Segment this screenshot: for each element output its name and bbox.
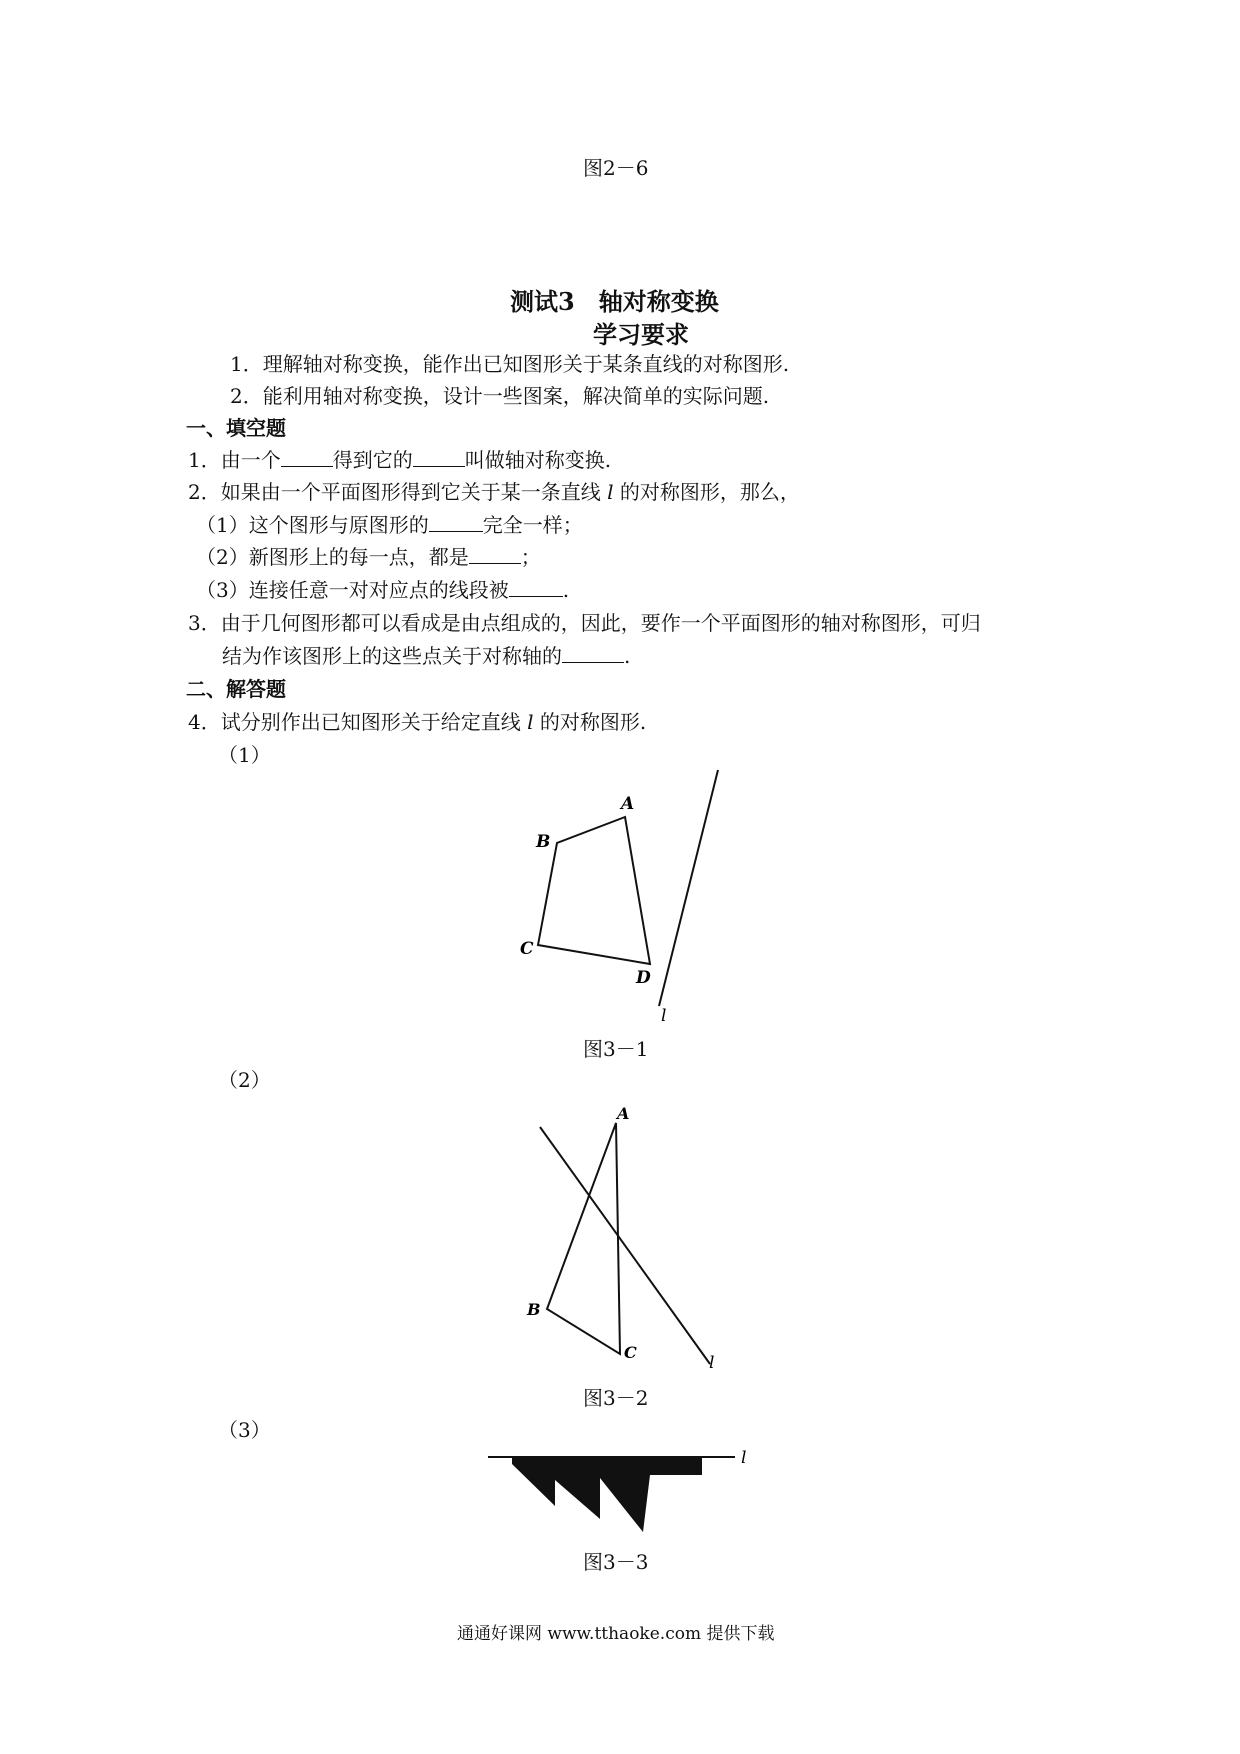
question-3-line-2: 结为作该图形上的这些点关于对称轴的 .: [222, 644, 631, 668]
question-4: 4．试分别作出已知图形关于给定直线 l 的对称图形.: [188, 710, 647, 734]
question-3-line-1: 3．由于几何图形都可以看成是由点组成的，因此，要作一个平面图形的轴对称图形，可归: [188, 611, 981, 635]
question-2-sub-3: （3）连接任意一对对应点的线段被 .: [196, 578, 570, 602]
figure-caption-3-2: 图3－2: [583, 1386, 649, 1410]
page-subtitle: 学习要求: [593, 320, 689, 349]
vertex-label-a: A: [617, 1104, 630, 1123]
prev-figure-caption: 图2－6: [583, 156, 649, 180]
question-2-sub-1: （1）这个图形与原图形的 完全一样；: [196, 513, 583, 537]
vertex-label-d: D: [636, 968, 651, 988]
question-1: 1．由一个 得到它的 叫做轴对称变换.: [188, 448, 612, 472]
part-label-1: （1）: [218, 743, 271, 767]
part-label-2: （2）: [218, 1068, 271, 1092]
vertex-label-b: B: [527, 1300, 541, 1319]
sawtooth-shape: [512, 1457, 702, 1532]
line-label-l: l: [661, 1006, 667, 1026]
line-label-l: l: [709, 1353, 715, 1373]
vertex-label-a: A: [621, 794, 635, 814]
page-title: 测试3 轴对称变换: [510, 287, 719, 316]
question-2-sub-2: （2）新图形上的每一点，都是 ；: [196, 545, 541, 569]
requirement-item: 1．理解轴对称变换，能作出已知图形关于某条直线的对称图形.: [230, 352, 790, 376]
footer-source: 通通好课网 www.tthaoke.com 提供下载: [457, 1624, 775, 1644]
section-heading-fill-blank: 一、填空题: [186, 416, 286, 440]
requirement-item: 2．能利用轴对称变换，设计一些图案，解决简单的实际问题.: [230, 384, 770, 408]
figure-caption-3-1: 图3－1: [583, 1037, 649, 1061]
vertex-label-c: C: [624, 1343, 637, 1362]
vertex-label-c: C: [520, 939, 534, 959]
question-2-stem: 2．如果由一个平面图形得到它关于某一条直线 l 的对称图形，那么，: [188, 480, 800, 504]
vertex-label-b: B: [536, 832, 551, 852]
line-label-l: l: [741, 1448, 747, 1468]
figure-caption-3-3: 图3－3: [583, 1550, 649, 1574]
part-label-3: （3）: [218, 1418, 271, 1442]
section-heading-answers: 二、解答题: [186, 677, 286, 701]
